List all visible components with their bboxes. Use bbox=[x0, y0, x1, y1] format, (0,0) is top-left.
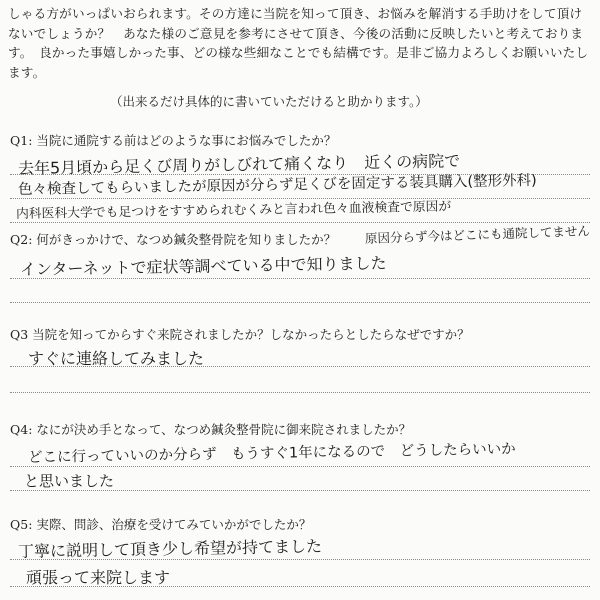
question-3-rule-1 bbox=[10, 366, 590, 367]
question-1-label: Q1: 当院に通院する前はどのような事にお悩みでしたか？ bbox=[10, 133, 337, 148]
question-5-label: Q5: 実際、問診、治療を受けてみていかがでしたか？ bbox=[10, 517, 312, 532]
question-4-rule-1 bbox=[10, 466, 590, 467]
question-2-label: Q2: 何がきっかけで、なつめ鍼灸整骨院を知りましたか？ bbox=[10, 232, 337, 247]
question-4-label: Q4: なにが決め手となって、なつめ鍼灸整骨院に御来院されましたか？ bbox=[10, 422, 412, 437]
question-5-rule-2 bbox=[10, 586, 590, 587]
question-3-label: Q3 当院を知ってからすぐ来院されましたか？しなかったらとしたらなぜですか？ bbox=[10, 327, 470, 342]
question-5-answer-line-2: 頑張って来院します bbox=[26, 568, 171, 587]
question-2-rule-1 bbox=[10, 278, 590, 279]
question-2-rule-2 bbox=[10, 302, 590, 303]
question-2-trailing-note: 原因分らず今はどこにも通院してません bbox=[364, 223, 591, 246]
question-1-answer-line-1: 去年5月頃から足くび周りがしびれて痛くなり 近くの病院で bbox=[17, 151, 461, 178]
question-5-rule-1 bbox=[10, 559, 590, 560]
question-4-rule-2 bbox=[10, 490, 590, 491]
question-4-answer-line-2: と思いました bbox=[24, 472, 115, 490]
question-2-answer-line-1: インターネットで症状等調べている中で知りました bbox=[19, 253, 387, 279]
intro-note: （出来るだけ具体的に書いていただけると助かります。） bbox=[110, 94, 428, 109]
question-5-answer-line-1: 丁寧に説明して頂き少し希望が持てました bbox=[17, 536, 323, 561]
question-1-answer-line-2: 色々検査してもらいましたが原因が分らず足くびを固定する装具購入(整形外科) bbox=[17, 172, 537, 198]
intro-paragraph: しゃる方がいっぱいおられます。その方達に当院を知って頂き、お悩みを解消する手助けをして頂けないでしょうか？ あなた様のご意見を参考にさせて頂き、今後の活動に反映したいと考えております。 良かった事嬉しかった事、どの様な些細なことでも結構です。是非ご協力よろしくお願いいたします。 bbox=[8, 6, 589, 80]
question-3-answer-line-1: すぐに連絡してみました bbox=[28, 349, 205, 368]
question-1-rule-3 bbox=[10, 222, 590, 223]
question-1-answer-line-3: 内科医科大学でも足つけをすすめられむくみと言われ色々血液検査で原因が bbox=[15, 199, 452, 222]
question-3-rule-2 bbox=[10, 392, 590, 393]
question-4-answer-line-1: どこに行っていいのか分らず もうすぐ1年になるので どうしたらいいか bbox=[27, 441, 516, 466]
